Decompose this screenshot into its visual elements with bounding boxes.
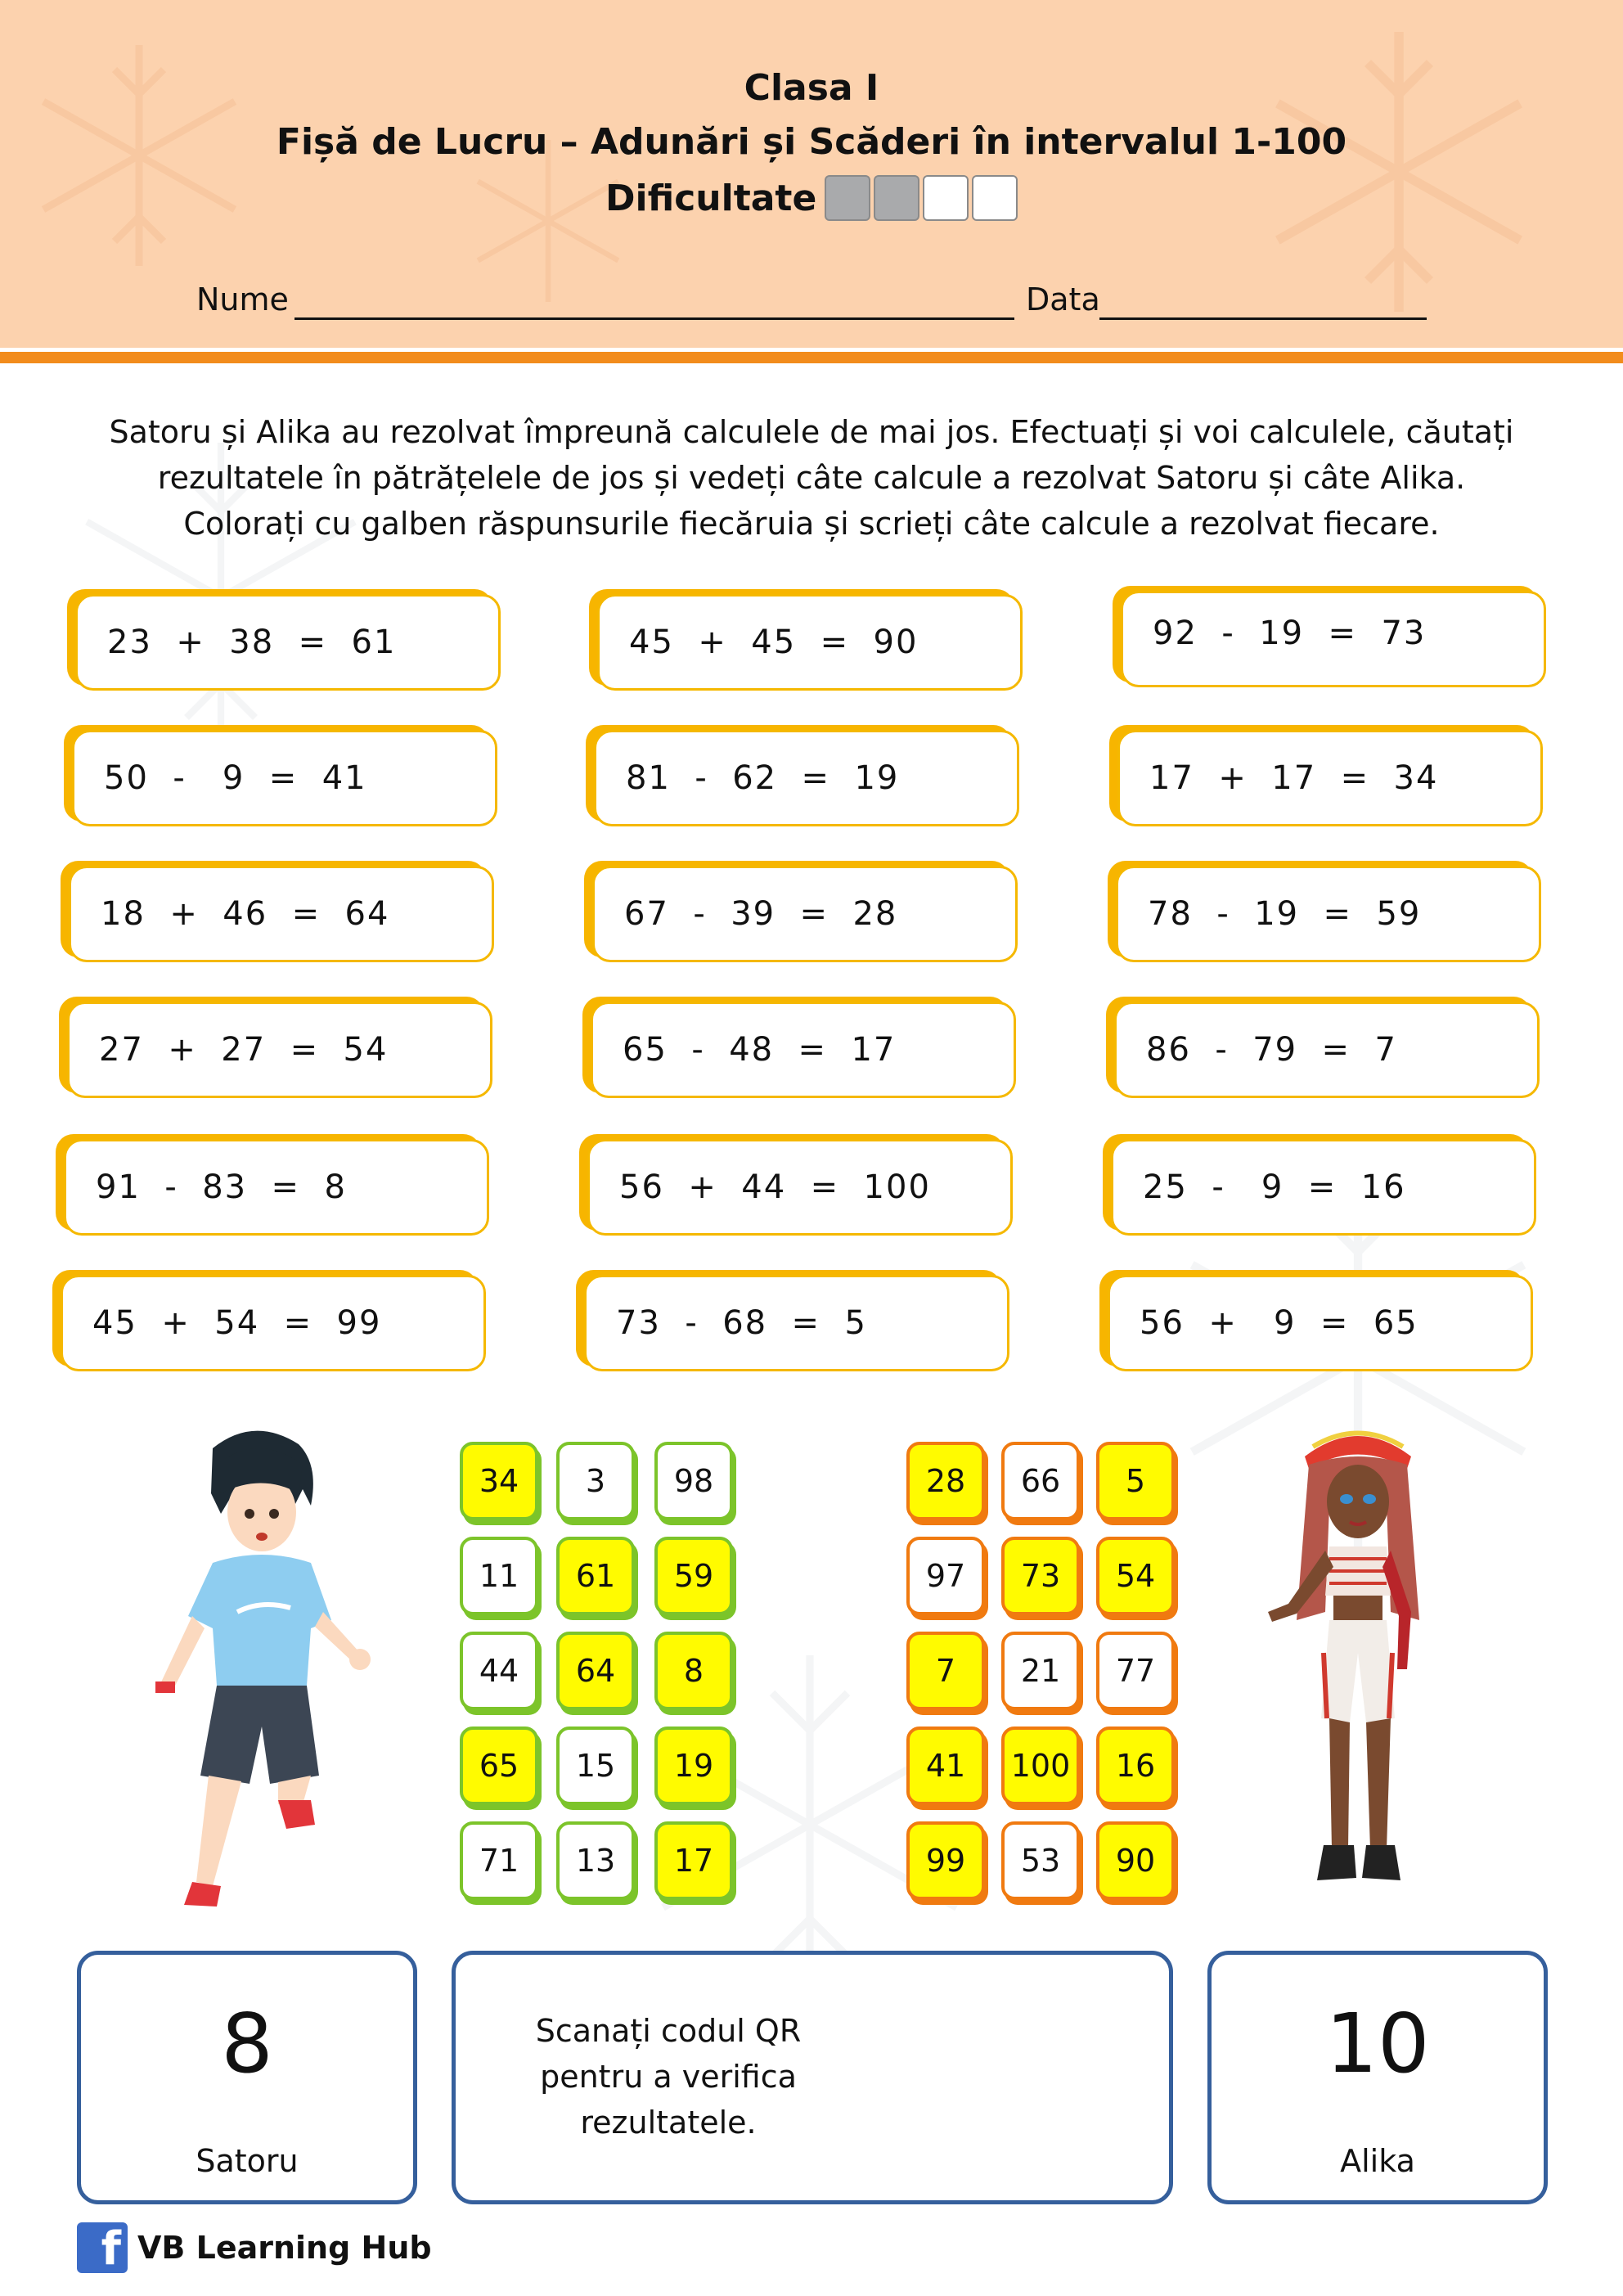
number-cell[interactable]: 41 (906, 1727, 985, 1805)
equation-card: 78 - 19 = 59 (1116, 866, 1541, 962)
equation-card: 17 + 17 = 34 (1117, 730, 1543, 826)
number-cell[interactable]: 7 (906, 1632, 985, 1710)
class-title: Clasa I (744, 67, 879, 109)
equation-card: 56 + 9 = 65 (1108, 1275, 1533, 1371)
number-cell[interactable]: 100 (1001, 1727, 1080, 1805)
header-divider (0, 352, 1623, 363)
number-cell[interactable]: 71 (460, 1821, 538, 1900)
difficulty-label: Dificultate (605, 177, 817, 219)
footer-brand[interactable] (77, 2221, 432, 2275)
name-label: Nume (196, 281, 289, 317)
equation-card: 67 - 39 = 28 (592, 866, 1018, 962)
difficulty-box (874, 175, 919, 221)
number-cell[interactable]: 13 (556, 1821, 635, 1900)
number-cell[interactable]: 28 (906, 1442, 985, 1520)
instructions (82, 409, 1541, 547)
equation-card: 65 - 48 = 17 (591, 1002, 1016, 1098)
equation-card: 18 + 46 = 64 (69, 866, 494, 962)
number-cell[interactable]: 77 (1096, 1632, 1175, 1710)
number-cell[interactable]: 65 (460, 1727, 538, 1805)
number-cell[interactable]: 17 (654, 1821, 733, 1900)
equation-card: 73 - 68 = 5 (584, 1275, 1009, 1371)
number-cell[interactable]: 98 (654, 1442, 733, 1520)
number-cell[interactable]: 21 (1001, 1632, 1080, 1710)
number-cell[interactable]: 5 (1096, 1442, 1175, 1520)
number-cell[interactable]: 3 (556, 1442, 635, 1520)
worksheet-title: Fișă de Lucru – Adunări și Scăderi în intervalul 1-100 (276, 121, 1347, 163)
equation-card: 27 + 27 = 54 (67, 1002, 492, 1098)
qr-instruction: Scanați codul QR pentru a verifica rezultatele. (535, 2013, 802, 2141)
number-cell[interactable]: 16 (1096, 1727, 1175, 1805)
number-cell[interactable]: 8 (654, 1632, 733, 1710)
facebook-icon: f (77, 2222, 128, 2273)
snowflake-decoration-icon (1243, 16, 1554, 327)
number-cell[interactable]: 54 (1096, 1537, 1175, 1615)
satoru-count: 8 (221, 1996, 273, 2091)
date-field-line[interactable] (1099, 317, 1427, 320)
satoru-name: Satoru (196, 2143, 299, 2179)
number-cell[interactable]: 97 (906, 1537, 985, 1615)
number-cell[interactable]: 53 (1001, 1821, 1080, 1900)
equation-card: 91 - 83 = 8 (64, 1139, 489, 1236)
difficulty-rating (605, 173, 1018, 223)
number-cell[interactable]: 66 (1001, 1442, 1080, 1520)
equation-card: 81 - 62 = 19 (594, 730, 1019, 826)
worksheet-header (0, 0, 1623, 348)
number-cell[interactable]: 19 (654, 1727, 733, 1805)
alika-count: 10 (1325, 1996, 1430, 2091)
number-cell[interactable]: 15 (556, 1727, 635, 1805)
number-cell[interactable]: 11 (460, 1537, 538, 1615)
number-cell[interactable]: 90 (1096, 1821, 1175, 1900)
instruction-line: Satoru și Alika au rezolvat împreună calculele de mai jos. Efectuați și voi calculele, căutați (109, 414, 1514, 450)
number-cell[interactable]: 59 (654, 1537, 733, 1615)
number-cell[interactable]: 34 (460, 1442, 538, 1520)
equation-card: 45 + 54 = 99 (61, 1275, 486, 1371)
difficulty-box (825, 175, 870, 221)
difficulty-box (972, 175, 1018, 221)
satoru-character-illustration (115, 1416, 393, 1923)
number-cell[interactable]: 64 (556, 1632, 635, 1710)
alika-name: Alika (1340, 2143, 1415, 2179)
number-cell[interactable]: 73 (1001, 1537, 1080, 1615)
number-cell[interactable]: 44 (460, 1632, 538, 1710)
number-cell[interactable]: 99 (906, 1821, 985, 1900)
qr-box (452, 1951, 1173, 2204)
equation-card: 86 - 79 = 7 (1114, 1002, 1540, 1098)
equation-card: 25 - 9 = 16 (1111, 1139, 1536, 1236)
equation-card: 92 - 19 = 73 (1121, 591, 1546, 687)
alika-result-box (1207, 1951, 1548, 2204)
satoru-result-box (77, 1951, 417, 2204)
difficulty-box (923, 175, 969, 221)
equation-card: 45 + 45 = 90 (597, 594, 1023, 691)
name-field-line[interactable] (294, 317, 1014, 320)
equation-card: 56 + 44 = 100 (587, 1139, 1013, 1236)
instruction-line: rezultatele în pătrățelele de jos și vedeți câte calcule a rezolvat Satoru și câte Alika. (157, 460, 1466, 496)
brand-name: VB Learning Hub (137, 2230, 432, 2266)
number-cell[interactable]: 61 (556, 1537, 635, 1615)
equation-card: 50 - 9 = 41 (72, 730, 497, 826)
equation-card: 23 + 38 = 61 (75, 594, 501, 691)
instruction-line: Colorați cu galben răspunsurile fiecăruia și scrieți câte calcule a rezolvat fiecare. (183, 506, 1440, 542)
date-label: Data (1026, 281, 1100, 317)
alika-character-illustration (1252, 1407, 1464, 1915)
